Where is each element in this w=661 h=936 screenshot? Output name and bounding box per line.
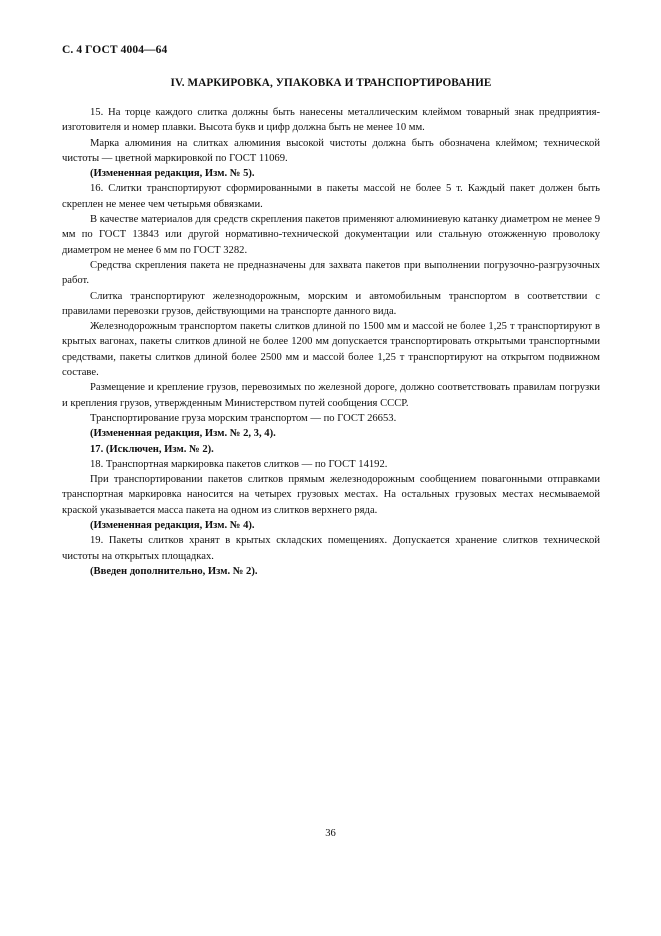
paragraph: 15. На торце каждого слитка должны быть нанесены металлическим клеймом товарный знак предприятия-изготовителя и номер плавки. Высота букв и цифр должна быть не менее 10 мм. bbox=[62, 107, 600, 134]
paragraph: Размещение и крепление грузов, перевозимых по железной дороге, должно соответствовать правилам погрузки и крепления грузов, утвержденным Министерством путей сообщения СССР. bbox=[62, 382, 600, 409]
paragraph: При транспортировании пакетов слитков прямым железнодорожным сообщением повагонными отправками транспортная маркировка наносится на четырех грузовых местах. На остальных грузовых местах несмываемой краской указывается масса пакета на одном из слитков верхнего ряда. bbox=[62, 474, 600, 516]
paragraph: Железнодорожным транспортом пакеты слитков длиной по 1500 мм и массой не более 1,25 т транспортируют в крытых вагонах, пакеты слитков длиной не более 1200 мм допускается транспортировать открытыми транспортными средствами, пакеты слитков длиной более 2500 мм и массой более 1,25 т транспортируют на открытом подвижном составе. bbox=[62, 321, 600, 379]
amendment-note: (Введен дополнительно, Изм. № 2). bbox=[90, 565, 258, 577]
document-body bbox=[62, 105, 600, 579]
paragraph: Слитка транспортируют железнодорожным, морским и автомобильным транспортом в соответствии с правилами перевозки грузов, действующими на транспорте данного вида. bbox=[62, 290, 600, 317]
amendment-note: (Измененная редакция, Изм. № 2, 3, 4). bbox=[90, 428, 276, 440]
paragraph: 18. Транспортная маркировка пакетов слитков — по ГОСТ 14192. bbox=[90, 458, 388, 470]
page-header: С. 4 ГОСТ 4004—64 bbox=[62, 44, 168, 56]
amendment-note: (Измененная редакция, Изм. № 4). bbox=[90, 520, 255, 532]
section-title: IV. МАРКИРОВКА, УПАКОВКА И ТРАНСПОРТИРОВАНИЕ bbox=[170, 77, 492, 89]
paragraph: Средства скрепления пакета не предназначены для захвата пакетов при выполнении погрузочно-разгрузочных работ. bbox=[62, 259, 600, 287]
paragraph: 16. Слитки транспортируют сформированными в пакеты массой не более 5 т. Каждый пакет должен быть скреплен не менее чем четырьмя обвязками. bbox=[62, 183, 600, 210]
amendment-note: 17. (Исключен, Изм. № 2). bbox=[90, 443, 214, 455]
paragraph: В качестве материалов для средств скрепления пакетов применяют алюминиевую катанку диаметром не менее 9 мм по ГОСТ 13843 или другой нормативно-технической документации или стальную отожженную проволоку диаметром не менее 6 мм по ГОСТ 3282. bbox=[62, 214, 600, 256]
page-number: 36 bbox=[325, 828, 336, 839]
paragraph: Марка алюминия на слитках алюминия высокой чистоты должна быть обозначена клеймом; технической чистоты — цветной маркировкой по ГОСТ 11069. bbox=[62, 137, 600, 164]
amendment-note: (Измененная редакция, Изм. № 5). bbox=[90, 168, 255, 180]
paragraph: 19. Пакеты слитков хранят в крытых складских помещениях. Допускается хранение слитков технической чистоты на открытых площадках. bbox=[62, 535, 600, 562]
paragraph: Транспортирование груза морским транспортом — по ГОСТ 26653. bbox=[90, 412, 397, 424]
